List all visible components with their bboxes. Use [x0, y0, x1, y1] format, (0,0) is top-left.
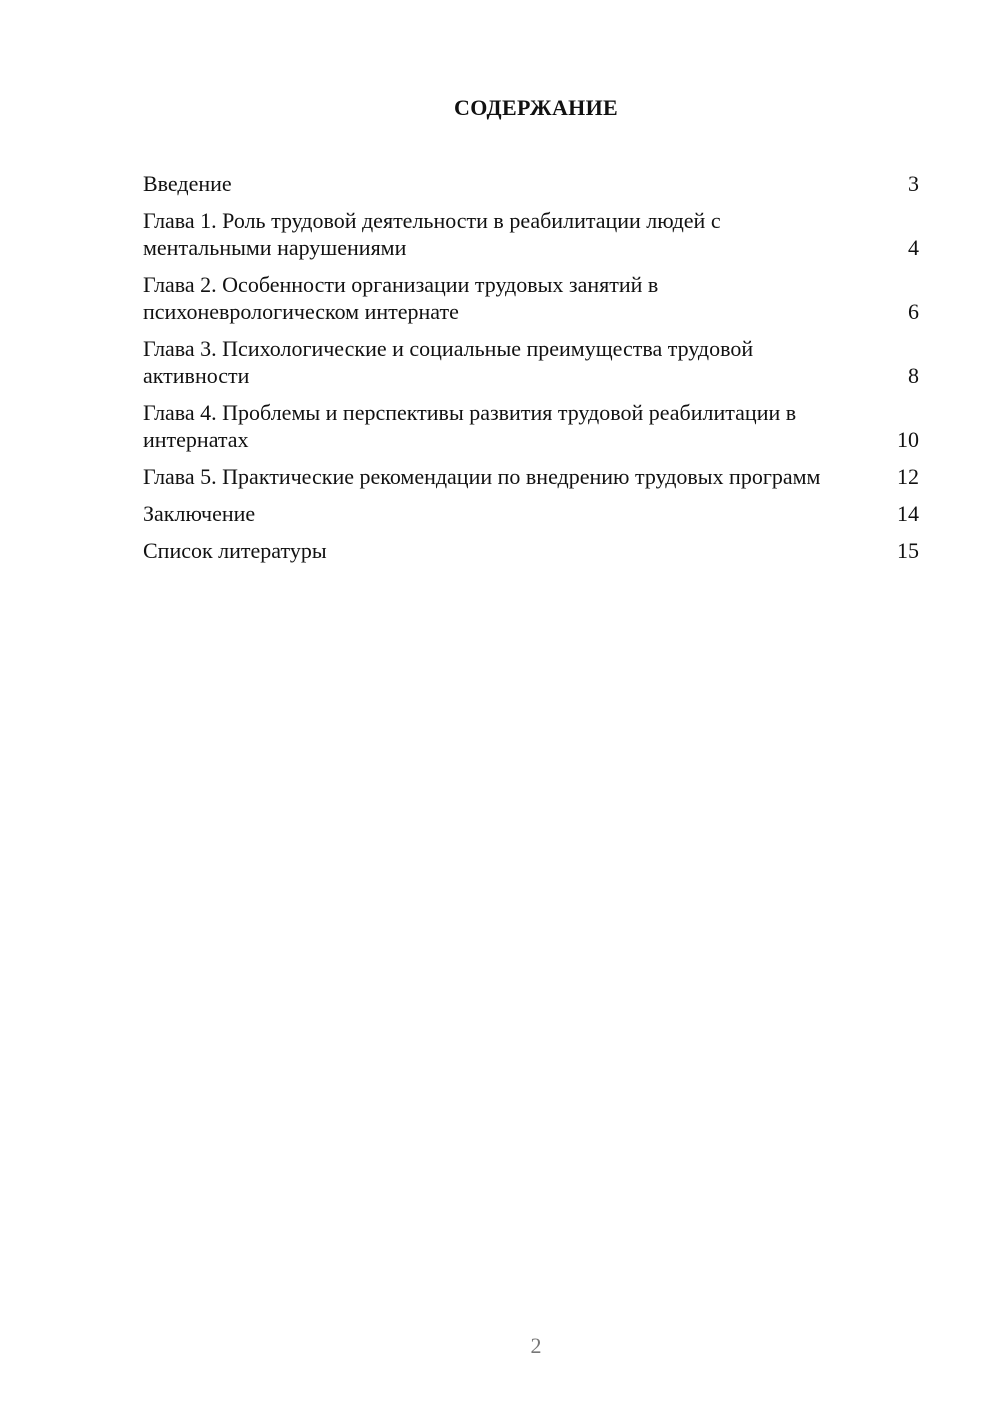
toc-entry-references	[143, 537, 919, 564]
toc-entry-page: 10	[897, 427, 919, 452]
toc-entry-text: Глава 3. Психологические и социальные преимущества трудовой активности	[143, 336, 754, 388]
toc-entry-text: Глава 2. Особенности организации трудовых занятий в психоневрологическом интернате	[143, 272, 659, 324]
toc-entry-page: 12	[897, 464, 919, 489]
toc-entry-chapter-4	[143, 399, 919, 453]
toc-entry-text: Список литературы	[143, 538, 327, 563]
toc-entry-chapter-1	[143, 207, 919, 261]
toc-entry-chapter-3	[143, 335, 919, 389]
table-of-contents	[143, 170, 919, 574]
toc-entry-text: Глава 1. Роль трудовой деятельности в реабилитации людей с ментальными нарушениями	[143, 208, 721, 260]
toc-entry-page: 14	[897, 501, 919, 526]
toc-entry-text: Введение	[143, 171, 232, 196]
toc-entry-page: 6	[908, 299, 919, 324]
toc-entry-text: Заключение	[143, 501, 256, 526]
toc-title: СОДЕРЖАНИЕ	[454, 95, 618, 120]
toc-entry-page: 15	[897, 538, 919, 563]
toc-entry-text: Глава 4. Проблемы и перспективы развития трудовой реабилитации в интернатах	[143, 400, 797, 452]
toc-entry-chapter-5	[143, 463, 919, 490]
toc-entry-page: 8	[908, 363, 919, 388]
toc-entry-text: Глава 5. Практические рекомендации по внедрению трудовых программ	[143, 464, 821, 489]
toc-entry-page: 4	[908, 235, 919, 260]
toc-entry-conclusion	[143, 500, 919, 527]
page-number: 2	[530, 1333, 542, 1358]
toc-entry-page: 3	[908, 171, 919, 196]
toc-entry-introduction	[143, 170, 919, 197]
toc-entry-chapter-2	[143, 271, 919, 325]
